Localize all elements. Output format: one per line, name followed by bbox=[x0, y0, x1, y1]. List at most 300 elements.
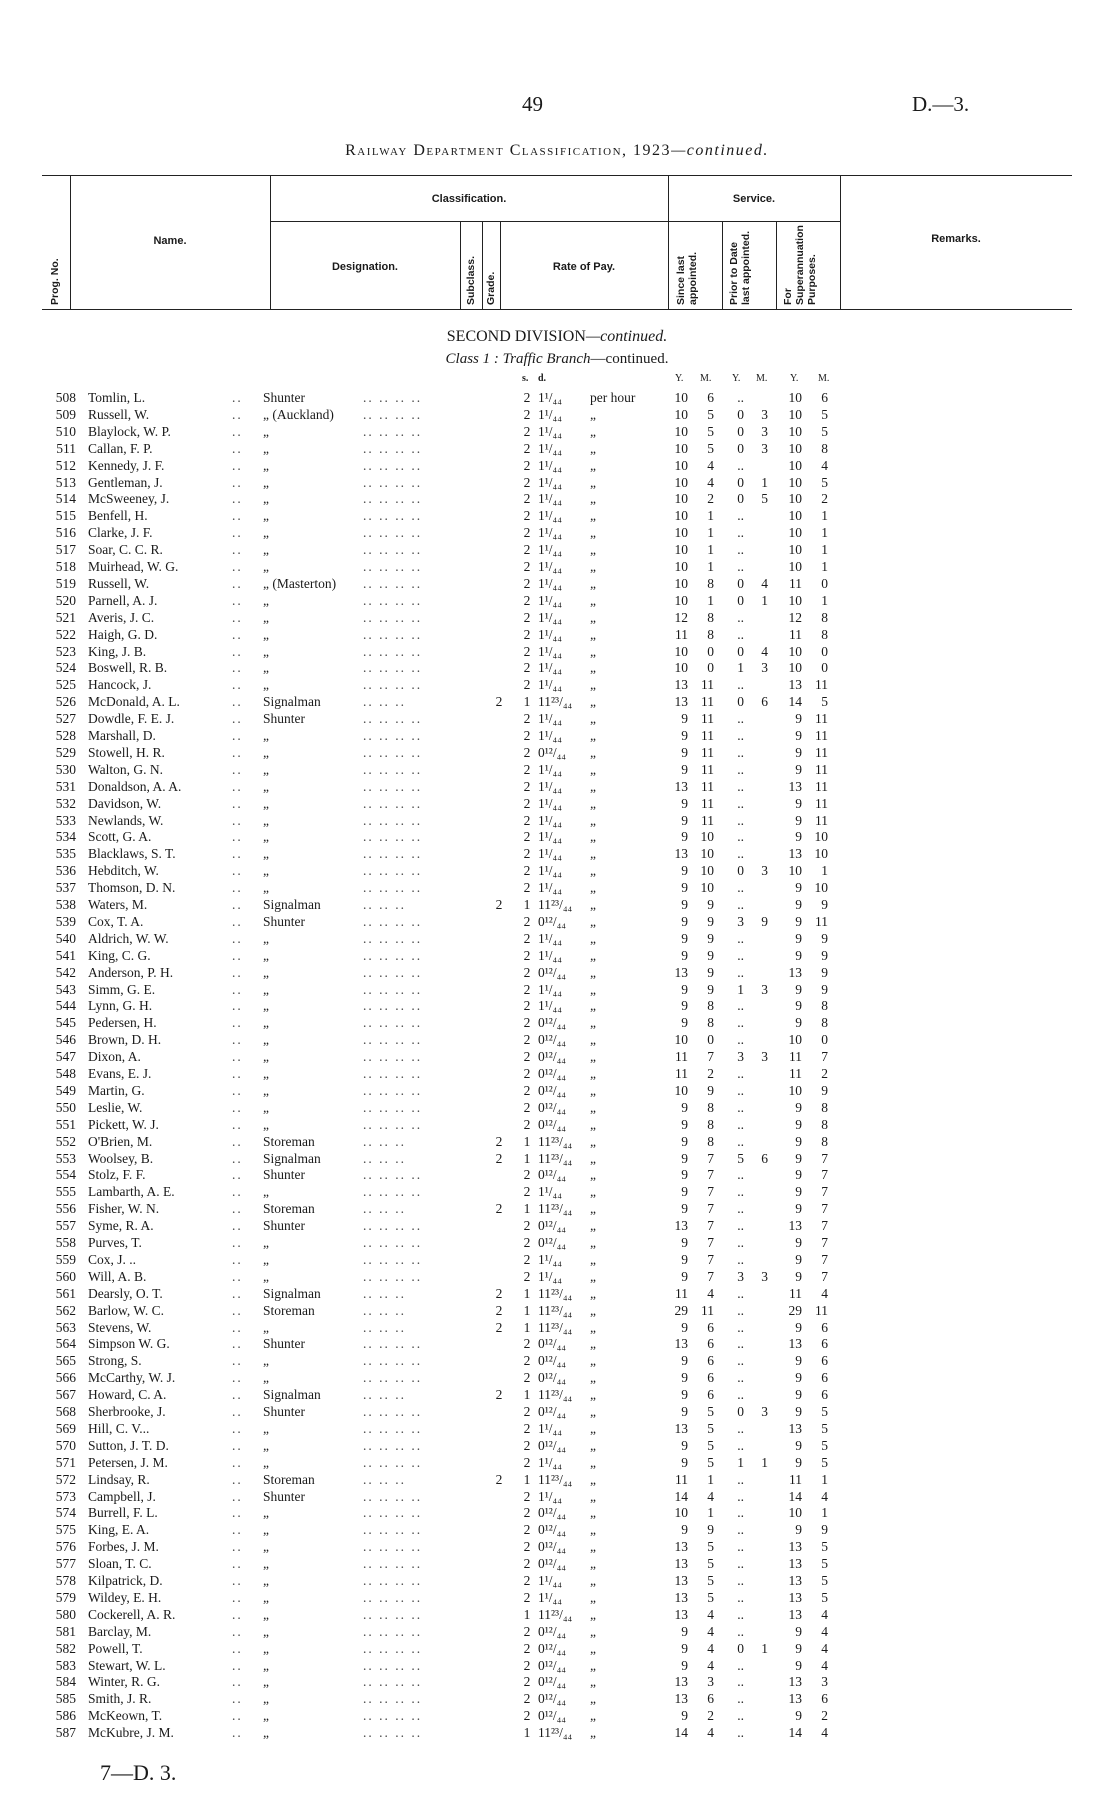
leader-dots: .. .. .. .. bbox=[363, 423, 423, 439]
leader-dots: .. bbox=[232, 1454, 243, 1470]
cell-rate-shillings: 2 bbox=[523, 542, 531, 558]
cell-super-years: 13 bbox=[788, 1556, 802, 1572]
cell-since-months: 8 bbox=[707, 1099, 714, 1115]
cell-rate-shillings: 2 bbox=[523, 474, 531, 490]
cell-super-years: 11 bbox=[789, 1066, 802, 1081]
cell-since-months: 5 bbox=[707, 1539, 714, 1555]
cell-rate-shillings: 2 bbox=[523, 863, 531, 879]
leader-dots: .. bbox=[232, 1167, 243, 1183]
cell-rate-shillings: 1 bbox=[523, 1133, 531, 1149]
cell-designation: Signalman bbox=[263, 1387, 321, 1403]
cell-name: McKeown, T. bbox=[88, 1708, 163, 1724]
leader-dots: .. bbox=[232, 795, 243, 811]
cell-name: Stolz, F. F. bbox=[88, 1167, 146, 1183]
cell-prog-no: 514 bbox=[55, 491, 76, 507]
cell-rate-shillings: 2 bbox=[523, 795, 531, 811]
table-row bbox=[0, 1504, 1114, 1521]
leader-dots: .. bbox=[232, 609, 243, 625]
cell-super-months: 5 bbox=[821, 474, 828, 490]
cell-since-months: 2 bbox=[707, 1066, 714, 1081]
cell-super-months: 1 bbox=[821, 1471, 828, 1487]
cell-since-years: 9 bbox=[681, 744, 688, 760]
cell-name: Lindsay, R. bbox=[88, 1471, 150, 1487]
cell-since-months: 1 bbox=[707, 592, 714, 608]
cell-rate-pence: 0¹²/₄₄ bbox=[538, 1674, 567, 1690]
cell-prior-years: .. bbox=[737, 998, 744, 1014]
cell-prior-years: .. bbox=[737, 728, 744, 743]
cell-super-months: 6 bbox=[821, 1319, 828, 1335]
cell-name: Will, A. B. bbox=[88, 1268, 147, 1284]
cell-rate-shillings: 1 bbox=[523, 897, 531, 912]
cell-rate-pence: 0¹²/₄₄ bbox=[538, 1015, 567, 1031]
cell-designation: „ bbox=[263, 1251, 269, 1267]
cell-rate-pence: 1¹/₄₄ bbox=[538, 592, 562, 608]
cell-since-months: 10 bbox=[700, 880, 714, 896]
cell-prior-years: 0 bbox=[737, 694, 744, 710]
cell-prior-years: .. bbox=[737, 1556, 744, 1572]
cell-super-years: 13 bbox=[788, 1606, 802, 1622]
leader-dots: .. .. .. .. bbox=[363, 542, 423, 558]
cell-rate-pence: 0¹²/₄₄ bbox=[538, 1218, 567, 1234]
leader-dots: .. bbox=[232, 1353, 243, 1369]
cell-rate-unit: „ bbox=[590, 1268, 596, 1284]
cell-since-years: 9 bbox=[681, 1454, 688, 1470]
cell-rate-pence: 0¹²/₄₄ bbox=[538, 1404, 567, 1419]
cell-super-months: 9 bbox=[821, 964, 828, 980]
table-row bbox=[0, 1082, 1114, 1099]
cell-since-years: 9 bbox=[681, 829, 688, 845]
cell-rate-shillings: 2 bbox=[523, 677, 531, 693]
cell-since-months: 5 bbox=[707, 1437, 714, 1453]
cell-rate-shillings: 1 bbox=[523, 1606, 531, 1622]
cell-designation: „ bbox=[263, 1606, 269, 1622]
table-row bbox=[0, 693, 1114, 710]
cell-since-months: 7 bbox=[707, 1251, 714, 1267]
cell-prior-months: 3 bbox=[761, 406, 768, 422]
cell-since-months: 9 bbox=[707, 981, 714, 997]
cell-since-years: 9 bbox=[681, 728, 688, 743]
cell-super-years: 10 bbox=[788, 1082, 802, 1098]
cell-since-months: 2 bbox=[707, 491, 714, 507]
cell-rate-unit: „ bbox=[590, 1640, 596, 1656]
table-row bbox=[0, 1690, 1114, 1707]
cell-prior-months: 3 bbox=[761, 863, 768, 879]
cell-designation: Shunter bbox=[263, 1488, 305, 1504]
cell-since-years: 10 bbox=[674, 1032, 688, 1048]
cell-rate-shillings: 2 bbox=[523, 1032, 531, 1048]
cell-name: Wildey, E. H. bbox=[88, 1589, 162, 1605]
cell-rate-pence: 1¹/₄₄ bbox=[538, 525, 562, 541]
cell-prior-years: .. bbox=[737, 711, 744, 727]
cell-since-years: 9 bbox=[681, 711, 688, 727]
cell-super-months: 11 bbox=[815, 795, 828, 811]
cell-prior-years: .. bbox=[737, 1201, 744, 1217]
cell-super-months: 9 bbox=[821, 947, 828, 963]
cell-designation: Signalman bbox=[263, 897, 321, 912]
cell-super-months: 5 bbox=[821, 406, 828, 422]
cell-since-months: 1 bbox=[707, 542, 714, 558]
cell-super-years: 13 bbox=[788, 1589, 802, 1605]
cell-rate-unit: „ bbox=[590, 1437, 596, 1453]
leader-dots: .. bbox=[232, 1336, 243, 1352]
leader-dots: .. .. .. .. bbox=[363, 981, 423, 997]
cell-prog-no: 541 bbox=[55, 947, 76, 963]
cell-super-months: 5 bbox=[821, 1573, 828, 1588]
branch-suffix: —continued. bbox=[590, 351, 669, 367]
cell-super-months: 7 bbox=[821, 1184, 828, 1200]
cell-super-months: 9 bbox=[821, 1522, 828, 1538]
cell-rate-shillings: 2 bbox=[523, 1708, 531, 1724]
cell-prog-no: 586 bbox=[55, 1708, 76, 1724]
cell-rate-unit: „ bbox=[590, 626, 596, 642]
leader-dots: .. bbox=[232, 1049, 243, 1065]
cell-prior-years: .. bbox=[737, 525, 744, 541]
cell-rate-pence: 11²³/₄₄ bbox=[538, 1133, 573, 1149]
cell-prior-years: .. bbox=[737, 1099, 744, 1115]
cell-super-years: 10 bbox=[788, 491, 802, 507]
cell-super-years: 9 bbox=[795, 1319, 802, 1335]
leader-dots: .. bbox=[232, 930, 243, 946]
cell-prog-no: 547 bbox=[55, 1049, 76, 1065]
leader-dots: .. .. .. .. bbox=[363, 964, 423, 980]
cell-name: Soar, C. C. R. bbox=[88, 542, 163, 558]
cell-since-months: 5 bbox=[707, 440, 714, 456]
cell-rate-unit: „ bbox=[590, 1082, 596, 1098]
cell-rate-unit: „ bbox=[590, 1319, 596, 1335]
cell-name: O'Brien, M. bbox=[88, 1133, 153, 1149]
cell-name: Sutton, J. T. D. bbox=[88, 1437, 169, 1453]
cell-rate-pence: 0¹²/₄₄ bbox=[538, 1556, 567, 1572]
table-row bbox=[0, 1133, 1114, 1150]
cell-since-years: 13 bbox=[674, 1539, 688, 1555]
cell-prior-years: .. bbox=[737, 1285, 744, 1301]
cell-prog-no: 557 bbox=[55, 1218, 76, 1234]
cell-designation: Storeman bbox=[263, 1201, 315, 1217]
cell-since-years: 9 bbox=[681, 1201, 688, 1217]
cell-prior-years: 0 bbox=[737, 491, 744, 507]
cell-super-years: 11 bbox=[789, 1285, 802, 1301]
cell-prog-no: 517 bbox=[55, 542, 76, 558]
cell-since-months: 5 bbox=[707, 1556, 714, 1572]
cell-designation: Shunter bbox=[263, 1404, 305, 1419]
leader-dots: .. .. .. .. bbox=[363, 592, 423, 608]
leader-dots: .. .. .. .. bbox=[363, 390, 423, 405]
cell-rate-unit: „ bbox=[590, 457, 596, 473]
cell-since-months: 7 bbox=[707, 1167, 714, 1183]
cell-super-months: 5 bbox=[821, 1589, 828, 1605]
cell-rate-pence: 0¹²/₄₄ bbox=[538, 913, 567, 929]
cell-prog-no: 546 bbox=[55, 1032, 76, 1048]
cell-rate-shillings: 2 bbox=[523, 1420, 531, 1436]
cell-since-months: 3 bbox=[707, 1674, 714, 1690]
cell-designation: „ bbox=[263, 1573, 269, 1588]
cell-super-years: 9 bbox=[795, 1150, 802, 1166]
table-row bbox=[0, 1403, 1114, 1420]
cell-rate-shillings: 2 bbox=[523, 1539, 531, 1555]
table-row bbox=[0, 828, 1114, 845]
table-row bbox=[0, 1673, 1114, 1690]
cell-rate-pence: 0¹²/₄₄ bbox=[538, 744, 567, 760]
cell-super-months: 5 bbox=[821, 694, 828, 710]
leader-dots: .. bbox=[232, 1404, 243, 1419]
leader-dots: .. bbox=[232, 1522, 243, 1538]
cell-prior-years: .. bbox=[737, 677, 744, 693]
table-row bbox=[0, 1589, 1114, 1606]
cell-rate-shillings: 2 bbox=[523, 1370, 531, 1386]
leader-dots: .. .. .. .. bbox=[363, 778, 423, 794]
cell-since-months: 6 bbox=[707, 1387, 714, 1403]
cell-since-years: 9 bbox=[681, 1184, 688, 1200]
cell-designation: „ bbox=[263, 930, 269, 946]
leader-dots: .. bbox=[232, 525, 243, 541]
cell-rate-pence: 1¹/₄₄ bbox=[538, 998, 562, 1014]
cell-since-months: 9 bbox=[707, 1522, 714, 1538]
leader-dots: .. .. .. .. bbox=[363, 1539, 423, 1555]
cell-super-months: 4 bbox=[821, 1488, 828, 1504]
table-row bbox=[0, 710, 1114, 727]
cell-rate-pence: 11²³/₄₄ bbox=[538, 1150, 573, 1166]
cell-rate-shillings: 2 bbox=[523, 1099, 531, 1115]
cell-prog-no: 549 bbox=[55, 1082, 76, 1098]
cell-rate-shillings: 2 bbox=[523, 1116, 531, 1132]
cell-designation: „ bbox=[263, 423, 269, 439]
leader-dots: .. .. .. .. bbox=[363, 677, 423, 693]
cell-prior-years: .. bbox=[737, 1539, 744, 1555]
header-rate: Rate of Pay. bbox=[552, 261, 616, 273]
cell-prior-months: 1 bbox=[761, 1640, 768, 1656]
cell-rate-shillings: 2 bbox=[523, 575, 531, 591]
cell-rate-shillings: 2 bbox=[523, 1691, 531, 1707]
cell-rate-shillings: 2 bbox=[523, 643, 531, 659]
table-row bbox=[0, 1606, 1114, 1623]
leader-dots: .. .. .. .. bbox=[363, 609, 423, 625]
cell-rate-unit: „ bbox=[590, 1573, 596, 1588]
cell-since-years: 13 bbox=[674, 1589, 688, 1605]
division-suffix: —continued. bbox=[585, 328, 668, 345]
cell-prog-no: 509 bbox=[55, 406, 76, 422]
cell-designation: „ bbox=[263, 491, 269, 507]
cell-prior-years: .. bbox=[737, 812, 744, 828]
cell-prog-no: 569 bbox=[55, 1420, 76, 1436]
cell-name: Gentleman, J. bbox=[88, 474, 163, 490]
cell-prior-months: 1 bbox=[761, 474, 768, 490]
cell-super-months: 5 bbox=[821, 1404, 828, 1419]
cell-rate-pence: 1¹/₄₄ bbox=[538, 1488, 562, 1504]
cell-since-years: 9 bbox=[681, 1522, 688, 1538]
cell-name: Anderson, P. H. bbox=[88, 964, 174, 980]
header-subclass: Subclass. bbox=[465, 255, 477, 305]
cell-super-years: 9 bbox=[795, 1657, 802, 1673]
leader-dots: .. .. .. .. bbox=[363, 761, 423, 777]
table-row bbox=[0, 1048, 1114, 1065]
cell-super-months: 1 bbox=[821, 863, 828, 879]
cell-super-months: 11 bbox=[815, 778, 828, 794]
cell-since-years: 9 bbox=[681, 897, 688, 912]
cell-designation: „ bbox=[263, 440, 269, 456]
cell-super-months: 10 bbox=[814, 880, 828, 896]
cell-since-months: 11 bbox=[701, 677, 714, 693]
cell-prior-years: 0 bbox=[737, 863, 744, 879]
cell-since-years: 10 bbox=[674, 1082, 688, 1098]
cell-since-years: 13 bbox=[674, 677, 688, 693]
cell-super-months: 1 bbox=[821, 508, 828, 524]
cell-prog-no: 576 bbox=[55, 1539, 76, 1555]
cell-prog-no: 513 bbox=[55, 474, 76, 490]
cell-since-years: 9 bbox=[681, 913, 688, 929]
cell-name: Waters, M. bbox=[88, 897, 148, 912]
header-name: Name. bbox=[153, 235, 187, 247]
cell-name: Tomlin, L. bbox=[88, 390, 146, 405]
leader-dots: .. .. .. .. bbox=[363, 575, 423, 591]
cell-rate-unit: „ bbox=[590, 1505, 596, 1521]
cell-designation: „ bbox=[263, 1556, 269, 1572]
cell-rate-shillings: 2 bbox=[523, 812, 531, 828]
cell-prog-no: 518 bbox=[55, 559, 76, 574]
cell-since-years: 13 bbox=[674, 1674, 688, 1690]
cell-super-years: 13 bbox=[788, 778, 802, 794]
cell-rate-unit: „ bbox=[590, 1404, 596, 1419]
leader-dots: .. bbox=[232, 981, 243, 997]
table-row bbox=[0, 1166, 1114, 1183]
table-row bbox=[0, 812, 1114, 829]
cell-designation: „ bbox=[263, 559, 269, 574]
cell-prior-months: 4 bbox=[761, 643, 768, 659]
cell-since-years: 9 bbox=[681, 863, 688, 879]
cell-name: Strong, S. bbox=[88, 1353, 142, 1369]
leader-dots: .. .. .. .. bbox=[363, 440, 423, 456]
leader-dots: .. bbox=[232, 964, 243, 980]
cell-rate-shillings: 2 bbox=[523, 728, 531, 743]
cell-super-years: 9 bbox=[795, 1184, 802, 1200]
cell-super-years: 9 bbox=[795, 812, 802, 828]
cell-prior-years: .. bbox=[737, 1218, 744, 1234]
cell-designation: „ bbox=[263, 728, 269, 743]
cell-prog-no: 553 bbox=[55, 1150, 76, 1166]
cell-prog-no: 525 bbox=[55, 677, 76, 693]
cell-designation: „ bbox=[263, 998, 269, 1014]
cell-prog-no: 567 bbox=[55, 1387, 76, 1403]
cell-prior-years: .. bbox=[737, 880, 744, 896]
cell-since-years: 13 bbox=[674, 1556, 688, 1572]
cell-designation: Storeman bbox=[263, 1133, 315, 1149]
cell-grade: 2 bbox=[495, 1471, 503, 1487]
cell-since-years: 10 bbox=[674, 1505, 688, 1521]
leader-dots: .. bbox=[232, 559, 243, 574]
cell-prog-no: 528 bbox=[55, 728, 76, 743]
cell-since-months: 4 bbox=[707, 1640, 714, 1656]
cell-rate-unit: „ bbox=[590, 542, 596, 558]
cell-since-years: 13 bbox=[674, 1336, 688, 1352]
unit-years-since: Y. bbox=[675, 373, 684, 384]
leader-dots: .. bbox=[232, 1150, 243, 1166]
leader-dots: .. .. .. .. bbox=[363, 728, 423, 743]
cell-since-years: 13 bbox=[674, 964, 688, 980]
cell-name: Burrell, F. L. bbox=[88, 1505, 158, 1521]
leader-dots: .. bbox=[232, 1032, 243, 1048]
cell-rate-unit: „ bbox=[590, 1302, 596, 1318]
cell-designation: „ bbox=[263, 1049, 269, 1065]
cell-since-months: 11 bbox=[701, 711, 714, 727]
cell-prior-months: 6 bbox=[761, 694, 768, 710]
cell-rate-pence: 0¹²/₄₄ bbox=[538, 1657, 567, 1673]
leader-dots: .. .. .. .. bbox=[363, 1167, 423, 1183]
cell-rate-shillings: 2 bbox=[523, 457, 531, 473]
cell-since-years: 10 bbox=[674, 559, 688, 574]
cell-super-years: 13 bbox=[788, 1691, 802, 1707]
cell-rate-pence: 1¹/₄₄ bbox=[538, 778, 562, 794]
cell-since-years: 13 bbox=[674, 1573, 688, 1588]
table-row bbox=[0, 1251, 1114, 1268]
cell-name: Boswell, R. B. bbox=[88, 660, 168, 676]
cell-rate-unit: „ bbox=[590, 694, 596, 710]
cell-prog-no: 577 bbox=[55, 1556, 76, 1572]
cell-rate-shillings: 2 bbox=[523, 525, 531, 541]
cell-prior-years: .. bbox=[737, 947, 744, 963]
cell-rate-pence: 1¹/₄₄ bbox=[538, 761, 562, 777]
cell-prior-years: .. bbox=[737, 1353, 744, 1369]
cell-prior-years: 3 bbox=[737, 913, 744, 929]
cell-prog-no: 515 bbox=[55, 508, 76, 524]
cell-grade: 2 bbox=[495, 1387, 503, 1403]
cell-super-years: 9 bbox=[795, 913, 802, 929]
cell-since-months: 7 bbox=[707, 1218, 714, 1234]
cell-since-years: 10 bbox=[674, 457, 688, 473]
cell-rate-unit: „ bbox=[590, 1387, 596, 1403]
cell-prior-years: .. bbox=[737, 1606, 744, 1622]
leader-dots: .. bbox=[232, 897, 243, 912]
cell-since-months: 9 bbox=[707, 897, 714, 912]
cell-since-years: 9 bbox=[681, 1319, 688, 1335]
cell-super-years: 10 bbox=[788, 863, 802, 879]
cell-rate-pence: 1¹/₄₄ bbox=[538, 1184, 562, 1200]
unit-months-super: M. bbox=[818, 373, 830, 384]
cell-rate-pence: 1¹/₄₄ bbox=[538, 390, 562, 405]
cell-designation: Signalman bbox=[263, 1150, 321, 1166]
cell-grade: 2 bbox=[495, 1133, 503, 1149]
leader-dots: .. .. .. .. bbox=[363, 559, 423, 574]
cell-since-months: 6 bbox=[707, 390, 714, 405]
cell-designation: Shunter bbox=[263, 711, 305, 727]
leader-dots: .. bbox=[232, 457, 243, 473]
cell-since-years: 14 bbox=[674, 1488, 688, 1504]
cell-since-months: 5 bbox=[707, 406, 714, 422]
cell-prog-no: 548 bbox=[55, 1066, 76, 1081]
table-row bbox=[0, 845, 1114, 862]
leader-dots: .. bbox=[232, 846, 243, 862]
cell-prior-months: 3 bbox=[761, 981, 768, 997]
cell-since-months: 10 bbox=[700, 829, 714, 845]
cell-name: Dowdle, F. E. J. bbox=[88, 711, 175, 727]
cell-designation: „ bbox=[263, 1032, 269, 1048]
cell-prior-years: .. bbox=[737, 542, 744, 558]
leader-dots: .. bbox=[232, 542, 243, 558]
cell-since-months: 5 bbox=[707, 1420, 714, 1436]
table-row bbox=[0, 1319, 1114, 1336]
leader-dots: .. .. .. .. bbox=[363, 1674, 423, 1690]
cell-prior-years: .. bbox=[737, 1674, 744, 1690]
cell-super-years: 14 bbox=[788, 1488, 802, 1504]
cell-rate-pence: 0¹²/₄₄ bbox=[538, 1336, 567, 1352]
leader-dots: .. .. .. .. bbox=[363, 1573, 423, 1588]
cell-rate-pence: 11²³/₄₄ bbox=[538, 1201, 573, 1217]
cell-prior-years: .. bbox=[737, 1387, 744, 1403]
cell-designation: „ bbox=[263, 1674, 269, 1690]
table-row bbox=[0, 524, 1114, 541]
cell-prior-years: 1 bbox=[737, 1454, 744, 1470]
cell-rate-shillings: 2 bbox=[523, 1167, 531, 1183]
cell-prog-no: 516 bbox=[55, 525, 76, 541]
table-row bbox=[0, 1217, 1114, 1234]
